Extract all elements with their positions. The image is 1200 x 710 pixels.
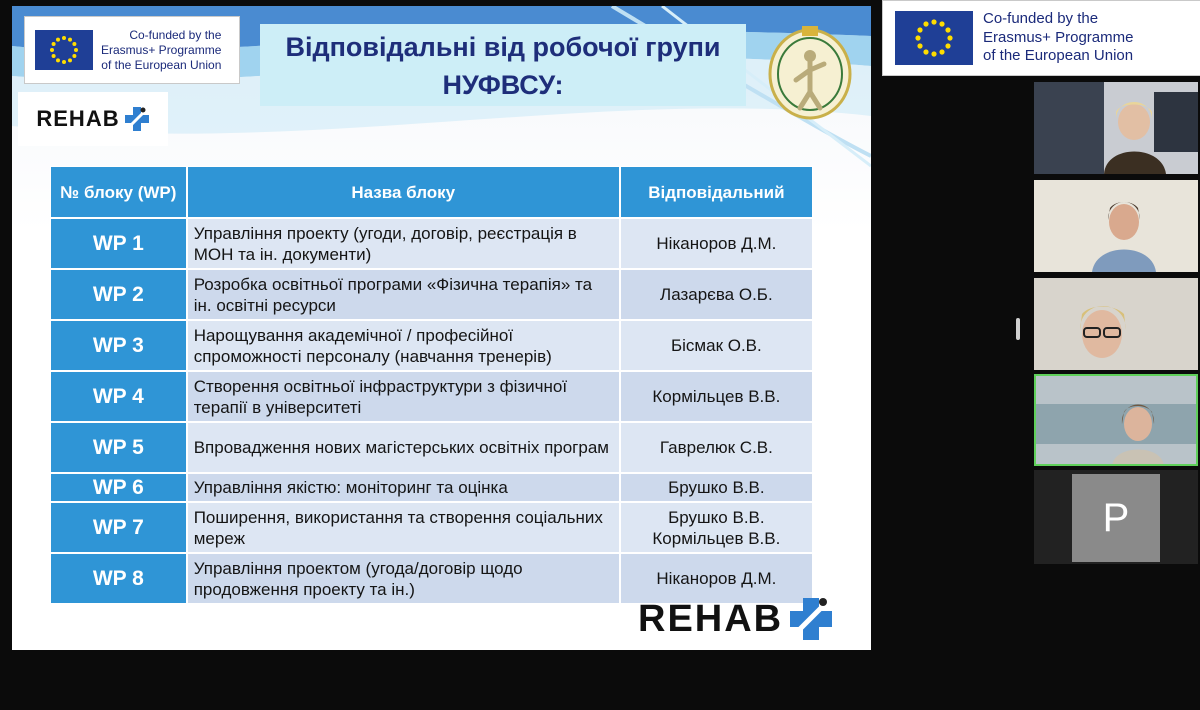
- slide-title-line1: Відповідальні від робочої групи: [285, 32, 721, 62]
- slide-title-line2: НУФВСУ:: [442, 70, 564, 100]
- table-row: [50, 473, 813, 502]
- wp-code: WP 3: [50, 320, 187, 371]
- wp-name: Впровадження нових магістерських освітніх програм: [187, 422, 620, 473]
- table-header: Відповідальний: [620, 166, 813, 218]
- wp-name: Управління проектом (угода/договір щодо продовження проекту та ін.): [187, 553, 620, 604]
- participant-video-3[interactable]: [1034, 278, 1198, 370]
- wp-code: WP 6: [50, 473, 187, 502]
- wp-name: Розробка освітньої програми «Фізична терапія» та ін. освітні ресурси: [187, 269, 620, 320]
- wp-code: WP 2: [50, 269, 187, 320]
- table-row: [50, 371, 813, 422]
- slide-eu-logo: [24, 16, 240, 84]
- slide-title: [260, 24, 746, 106]
- participant-avatar-initial[interactable]: P: [1072, 474, 1160, 562]
- slide-rehab-logo: [18, 92, 168, 146]
- rehab-logo-text: REHAB: [36, 106, 120, 131]
- wp-name: Управління якістю: моніторинг та оцінка: [187, 473, 620, 502]
- top-right-eu-logo: [882, 0, 1200, 76]
- table-row: [50, 269, 813, 320]
- eu-flag-icon: [35, 30, 93, 70]
- wp-responsible: Кормільцев В.В.: [620, 371, 813, 422]
- table-row: [50, 218, 813, 269]
- table-header: Назва блоку: [187, 166, 620, 218]
- eu-logo-line: of the European Union: [983, 47, 1134, 65]
- wp-responsible: Бісмак О.В.: [620, 320, 813, 371]
- eu-logo-line: Erasmus+ Programme: [101, 42, 222, 57]
- rehab-logo-icon: [789, 596, 833, 642]
- shared-slide: [12, 6, 871, 650]
- panel-resize-handle-icon[interactable]: [1016, 318, 1020, 340]
- participant-video-1[interactable]: [1034, 82, 1198, 174]
- university-emblem-icon: [762, 20, 858, 124]
- table-header: № блоку (WP): [50, 166, 187, 218]
- rehab-logo-icon: [124, 106, 150, 132]
- wp-responsible: Брушко В.В. Кормільцев В.В.: [620, 502, 813, 553]
- table-row: [50, 320, 813, 371]
- eu-logo-line: Co-funded by the: [129, 27, 222, 42]
- wp-name: Нарощування академічної / професійної спроможності персоналу (навчання тренерів): [187, 320, 620, 371]
- wp-code: WP 1: [50, 218, 187, 269]
- rehab-logo-text: REHAB: [638, 597, 784, 640]
- wp-code: WP 7: [50, 502, 187, 553]
- wp-code: WP 8: [50, 553, 187, 604]
- wp-responsible: Ніканоров Д.М.: [620, 553, 813, 604]
- wp-responsible: Гаврелюк С.В.: [620, 422, 813, 473]
- eu-logo-line: Erasmus+ Programme: [983, 28, 1134, 46]
- eu-flag-icon: [895, 11, 973, 65]
- wp-name: Створення освітньої інфраструктури з фізичної терапії в університеті: [187, 371, 620, 422]
- work-package-table: [50, 166, 813, 604]
- participant-video-2[interactable]: [1034, 180, 1198, 272]
- wp-name: Поширення, використання та створення соціальних мереж: [187, 502, 620, 553]
- table-row: [50, 502, 813, 553]
- eu-logo-line: of the European Union: [101, 57, 222, 72]
- wp-code: WP 5: [50, 422, 187, 473]
- wp-code: WP 4: [50, 371, 187, 422]
- eu-logo-line: Co-funded by the: [983, 9, 1099, 27]
- wp-responsible: Ніканоров Д.М.: [620, 218, 813, 269]
- wp-responsible: Лазарєва О.Б.: [620, 269, 813, 320]
- table-row: [50, 422, 813, 473]
- wp-name: Управління проекту (угоди, договір, реєстрація в МОН та ін. документи): [187, 218, 620, 269]
- wp-responsible: Брушко В.В.: [620, 473, 813, 502]
- slide-rehab-logo-bottom: [638, 596, 833, 642]
- participant-video-4-active-speaker[interactable]: [1034, 374, 1198, 466]
